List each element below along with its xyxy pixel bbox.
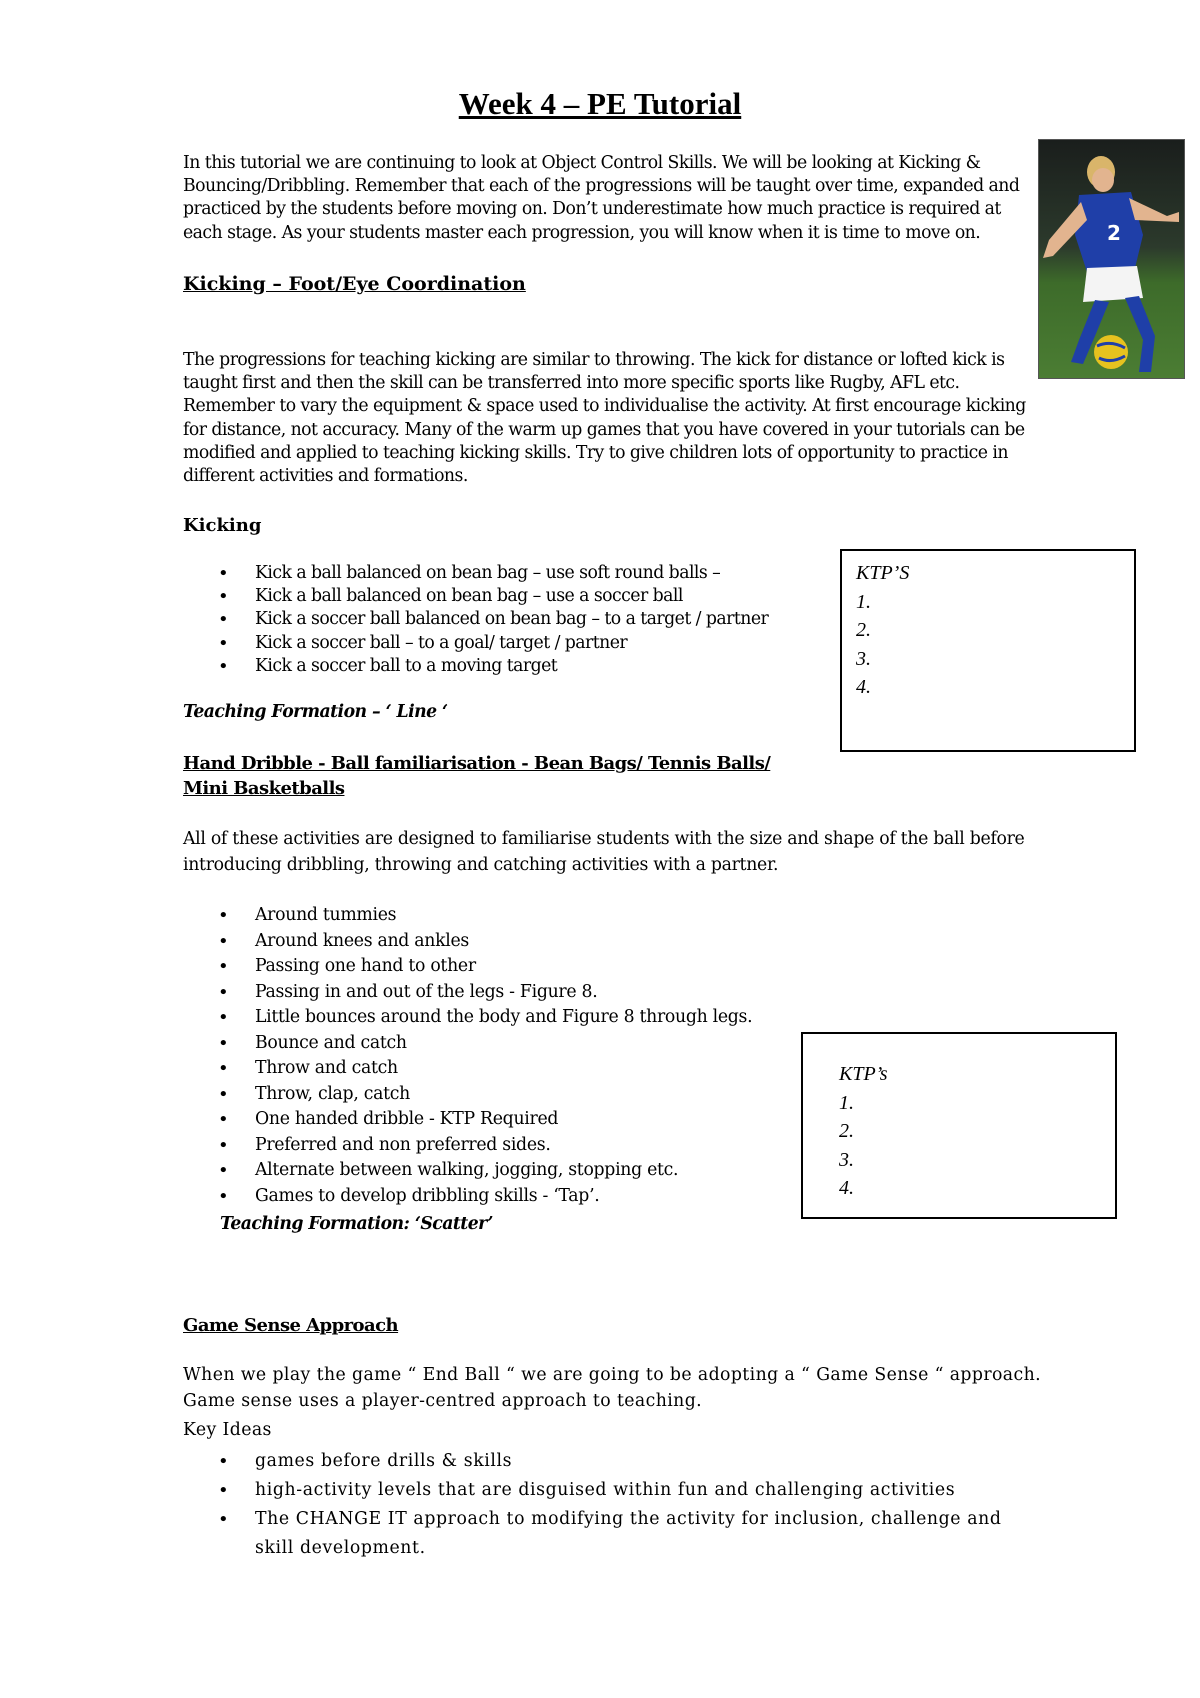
ktp-line: 2. bbox=[839, 1120, 854, 1142]
svg-text:2: 2 bbox=[1107, 221, 1121, 245]
list-item: • Kick a soccer ball to a moving target bbox=[183, 655, 823, 678]
list-item: • Passing one hand to other bbox=[183, 954, 803, 980]
list-item: • The CHANGE IT approach to modifying the activity for inclusion, challenge and skill development. bbox=[183, 1505, 1023, 1563]
list-item: • Around knees and ankles bbox=[183, 929, 803, 955]
list-item: • Kick a ball balanced on bean bag – use soft round balls – bbox=[183, 562, 823, 585]
game-sense-paragraph: When we play the game “ End Ball “ we are going to be adopting a “ Game Sense “ approach. Game sense uses a player-centred approach to teaching. bbox=[183, 1365, 1042, 1411]
list-item: • Throw, clap, catch bbox=[183, 1082, 803, 1108]
kicking-list bbox=[183, 562, 823, 678]
kicking-subheading: Kicking bbox=[183, 515, 262, 536]
dribble-paragraph: All of these activities are designed to familiarise students with the size and shape of the ball before introducing dribbling, throwing and catching activities with a partner. bbox=[183, 829, 1025, 875]
dribble-heading-line2: Mini Basketballs bbox=[183, 778, 345, 799]
ktp-box-kicking bbox=[840, 549, 1136, 752]
list-item: • Little bounces around the body and Figure 8 through legs. bbox=[183, 1005, 803, 1031]
ktp-line: 1. bbox=[839, 1091, 854, 1114]
intro-paragraph: In this tutorial we are continuing to look at Object Control Skills. We will be looking at Kicking & Bouncing/Dribbling. Remember that each of the progressions will be taught over time, expanded and practiced by the students before moving on. Don’t underestimate how much practice is required at each stage. As your students master each progression, you will know when it is time to move on. bbox=[183, 153, 1020, 243]
ktp-line: 3. bbox=[839, 1148, 854, 1171]
kicking-formation: Teaching Formation – ‘ Line ‘ bbox=[183, 702, 448, 722]
key-ideas-list bbox=[183, 1447, 1023, 1563]
soccer-player-photo bbox=[1038, 139, 1185, 379]
list-item: • One handed dribble - KTP Required bbox=[183, 1107, 803, 1133]
dribble-formation: Teaching Formation: ‘Scatter’ bbox=[220, 1214, 493, 1234]
ktp-line: 1. bbox=[856, 590, 871, 613]
ktp-line: 2. bbox=[856, 619, 871, 641]
list-item: • Preferred and non preferred sides. bbox=[183, 1133, 803, 1159]
list-item: • high-activity levels that are disguised within fun and challenging activities bbox=[183, 1476, 1023, 1505]
list-item: • Kick a soccer ball – to a goal/ target / partner bbox=[183, 632, 823, 655]
key-ideas-label: Key Ideas bbox=[183, 1420, 272, 1440]
soccer-player-icon bbox=[1039, 140, 1184, 378]
ktp-title: KTP’s bbox=[839, 1063, 888, 1085]
kicking-paragraph: The progressions for teaching kicking are similar to throwing. The kick for distance or lofted kick is taught first and then the skill can be transferred into more specific sports like Rugby, AFL etc. Remember to vary the equipment & space used to individualise the activity. At first encourage kicking for distance, not accuracy. Many of the warm up games that you have covered in your tutorials can be modified and applied to teaching kicking skills. Try to give children lots of opportunity to practice in different activities and formations. bbox=[183, 350, 1026, 487]
list-item: • Bounce and catch bbox=[183, 1031, 803, 1057]
ktp-line: 3. bbox=[856, 647, 871, 670]
page-title: Week 4 – PE Tutorial bbox=[458, 86, 742, 121]
ktp-line: 4. bbox=[839, 1177, 854, 1199]
ktp-line: 4. bbox=[856, 676, 871, 698]
list-item: • Kick a soccer ball balanced on bean bag – to a target / partner bbox=[183, 608, 823, 631]
dribble-list bbox=[183, 903, 803, 1209]
dribble-heading bbox=[183, 751, 770, 801]
kicking-heading: Kicking – Foot/Eye Coordination bbox=[183, 273, 526, 295]
list-item: • Games to develop dribbling skills - ‘Tap’. bbox=[183, 1184, 803, 1210]
ktp-box-dribble bbox=[801, 1032, 1117, 1219]
list-item: • Around tummies bbox=[183, 903, 803, 929]
list-item: • Kick a ball balanced on bean bag – use a soccer ball bbox=[183, 585, 823, 608]
ktp-title: KTP’S bbox=[856, 562, 910, 584]
list-item: • Passing in and out of the legs - Figure 8. bbox=[183, 980, 803, 1006]
list-item: • Throw and catch bbox=[183, 1056, 803, 1082]
dribble-heading-line1: Hand Dribble - Ball familiarisation - Bean Bags/ Tennis Balls/ bbox=[183, 753, 771, 774]
list-item: • Alternate between walking, jogging, stopping etc. bbox=[183, 1158, 803, 1184]
game-sense-heading: Game Sense Approach bbox=[183, 1315, 399, 1336]
list-item: • games before drills & skills bbox=[183, 1447, 1023, 1476]
